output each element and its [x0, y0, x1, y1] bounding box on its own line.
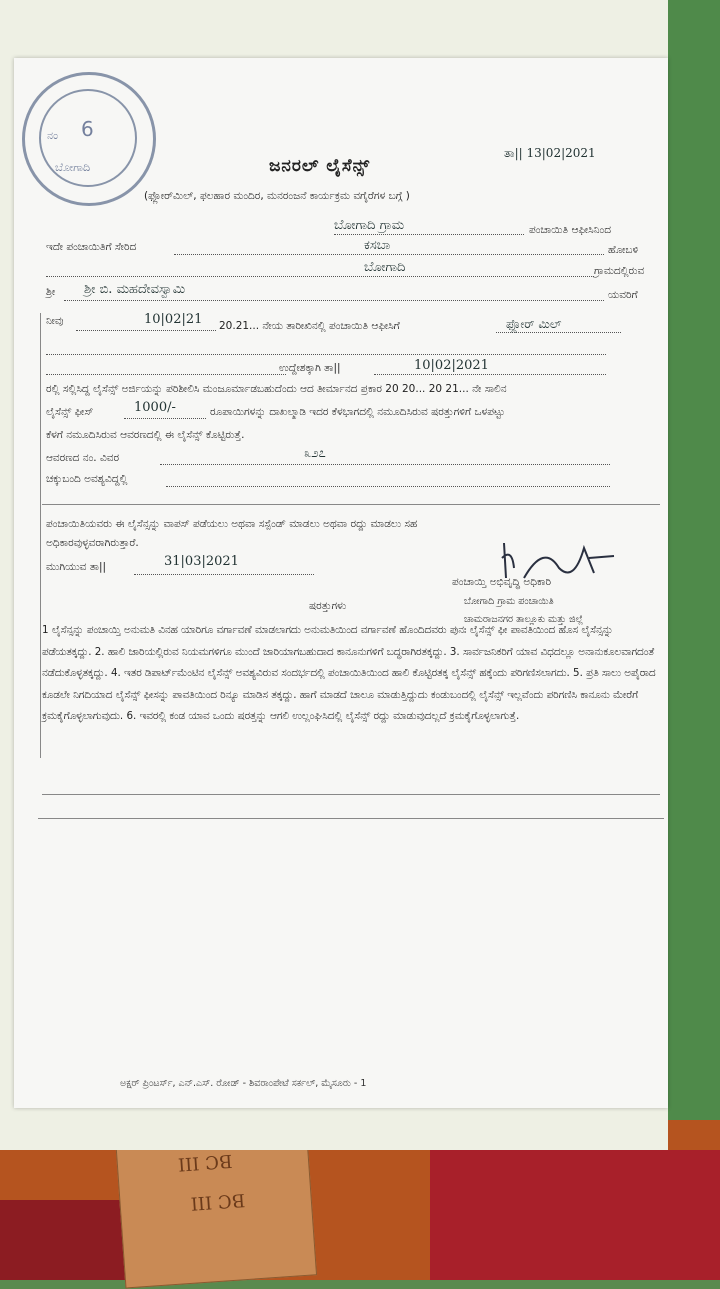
- stamp-place: ಬೋಗಾದಿ: [55, 161, 91, 174]
- license-fee: 1000/-: [134, 400, 176, 415]
- row8-label: ಲೈಸೆನ್ಸ್ ಫೀಸ್: [46, 406, 94, 418]
- application-date: 10|02|21: [144, 312, 203, 327]
- row3-value: ಬೋಗಾದಿ: [364, 260, 406, 275]
- expiry-label: ಮುಗಿಯುವ ತಾ||: [46, 561, 107, 573]
- stamp-number: 6: [81, 117, 94, 141]
- divider-bottom-2: [38, 818, 664, 819]
- divider-bottom: [42, 794, 660, 795]
- officer-taluk: ಚಾಮರಾಜನಗರ ತಾಲ್ಲೂಕು ಮತ್ತು ಜಿಲ್ಲೆ: [464, 614, 584, 625]
- conditions-heading: ಷರತ್ತುಗಳು: [309, 600, 347, 612]
- row8-dotted-line: [124, 418, 206, 419]
- expiry-dotted-line: [134, 574, 314, 575]
- row10-label: ಆವರಣದ ನಂ. ವಿವರ: [46, 452, 120, 464]
- left-margin-line: [40, 313, 41, 758]
- expiry-date: 31|03|2021: [164, 554, 239, 569]
- row4-label-left: ಶ್ರೀ: [46, 286, 56, 298]
- row1-dotted-line: [334, 234, 524, 235]
- row6-dotted-line-2: [374, 374, 606, 375]
- row1-label: ಪಂಚಾಯಿತಿ ಆಫೀಸಿನಿಂದ: [529, 224, 611, 236]
- purpose-date: 10|02|2021: [414, 358, 489, 373]
- row11-label: ಚಕ್ಕುಬಂದಿ ಅವಶ್ಯವಿದ್ದಲ್ಲಿ: [46, 473, 128, 485]
- row2-label-right: ಹೋಬಳಿ: [608, 244, 639, 256]
- row8-text: ರೂಪಾಯಿಗಳನ್ನು ದಾಖಲ್ಮಾಡಿ ಇದರ ಕೆಳಭಾಗದಲ್ಲಿ ನಮೂದಿಸಿರುವ ಷರತ್ತುಗಳಿಗೆ ಒಳಪಟ್ಟು: [210, 406, 505, 418]
- row6-label: ಉದ್ದೇಶಕ್ಕಾಗಿ ತಾ||: [279, 362, 341, 374]
- row2-label-left: ಇದೇ ಪಂಚಾಯಿತಿಗೆ ಸೇರಿದ: [46, 241, 137, 253]
- printer-footer: ಅಕ್ಷರ್ ಪ್ರಿಂಟರ್ಸ್, ಎನ್.ಎಸ್. ರೋಡ್ - ಶಿವರಾಂಪೇಟೆ ಸರ್ಕಲ್, ಮೈಸೂರು - 1: [120, 1078, 367, 1089]
- officer-designation: ಪಂಚಾಯ್ತಿ ಅಭಿವೃದ್ಧಿ ಅಧಿಕಾರಿ: [452, 576, 552, 588]
- row1-value: ಬೋಗಾದಿ ಗ್ರಾಮ: [334, 218, 405, 233]
- row11-dotted-line: [166, 486, 610, 487]
- row5-label-left: ನೀವು: [46, 315, 64, 327]
- row6-dotted-line: [46, 374, 286, 375]
- panchayat-stamp: [22, 72, 156, 206]
- license-document: [14, 58, 668, 1108]
- row4-dotted-line: [64, 300, 604, 301]
- row3-dotted-line: [46, 276, 594, 277]
- row2-dotted-line: [174, 254, 604, 255]
- license-subtitle: (ಫ್ಲೋರ್‌ಮಿಲ್, ಫಲಹಾರ ಮಂದಿರ, ಮನರಂಜನೆ ಕಾರ್ಯಕ್ರಮ ವಗೈರೆಗಳ ಬಗ್ಗೆ ): [144, 190, 410, 202]
- officer-panchayat: ಬೋಗಾದಿ ಗ್ರಾಮ ಪಂಚಾಯಿತಿ: [464, 596, 554, 607]
- premises-number: ೩೨೭: [304, 446, 326, 461]
- row5-dotted-line-2: [496, 332, 621, 333]
- conditions-text: 1 ಲೈಸೆನ್ಸನ್ನು ಪಂಚಾಯ್ತಿ ಅನುಮತಿ ವಿನಹ ಯಾರಿಗೂ ವರ್ಗಾವಣೆ ಮಾಡಲಾಗದು ಅನುಮತಿಯಿಂದ ವರ್ಗಾವಣೆ ಹೊಂದಿದವರು ಪುನಃ ಲೈಸೆನ್ಸ್ ಫೀ ಪಾವತಿಯಿಂದ ಹೊಸ ಲೈಸೆನ್ಸನ್ನು ಪಡೆಯತಕ್ಕದ್ದು. 2. ಹಾಲಿ ಜಾರಿಯಲ್ಲಿರುವ ನಿಯಮಗಳಿಗೂ ಮುಂದೆ ಜಾರಿಯಾಗಬಹುದಾದ ಕಾನೂನುಗಳಿಗೆ ಬದ್ಧರಾಗಿರತಕ್ಕದ್ದು. 3. ಸಾರ್ವಜನಿಕರಿಗೆ ಯಾವ ವಿಧದಲ್ಲೂ ಅನಾನುಕೂಲವಾಗದಂತೆ ನಡೆದುಕೊಳ್ಳತಕ್ಕದ್ದು. 4. ಇತರ ಡಿಪಾರ್ಟ್‌ಮೆಂಟಿನ ಲೈಸೆನ್ಸ್ ಅವಶ್ಯವಿರುವ ಸಂದರ್ಭದಲ್ಲಿ ಪಂಚಾಯಿತಿಯಿಂದ ಹಾಲಿ ಕೊಟ್ಟಿರತಕ್ಕ ಲೈಸೆನ್ಸ್ ಹಕ್ಕೆಂದು ಪರಿಗಣಿಸಲಾಗದು. 5. ಪ್ರತಿ ಸಾಲು ಅಪೈರಾದ ಕೂಡಲೇ ನಿಗದಿಯಾದ ಲೈಸೆನ್ಸ್ ಫೀಸನ್ನು ಪಾವತಿಯಿಂದ ರಿನ್ಯೂ ಮಾಡಿಸ ತಕ್ಕದ್ದು. ಹಾಗೆ ಮಾಡದೆ ಚಾಲೂ ಮಾಡುತ್ತಿದ್ದುದು ಕಂಡುಬಂದಲ್ಲಿ ಲೈಸೆನ್ಸ್ ಇಲ್ಲವೆಂದು ಪರಿಗಣಿಸಿ ಕಾನೂನು ಮೇರೆಗೆ ಕ್ರಮಕೈಗೊಳ್ಳಲಾಗುವುದು. 6. ಇವರಲ್ಲಿ ಕಂಡ ಯಾವ ಒಂದು ಷರತ್ತನ್ನು ಆಗಲಿ ಉಲ್ಲಂಘಿಸಿದಲ್ಲಿ ಲೈಸೆನ್ಸ್ ರದ್ದು ಮಾಡುವುದಲ್ಲದೆ ಕ್ರಮಕೈಗೊಳ್ಳಲಾಗುತ್ತೆ.: [42, 624, 656, 723]
- stamp-number-label: ನಂ: [47, 129, 58, 142]
- row6-dotted-line-upper: [46, 354, 606, 355]
- divider-top: [42, 504, 660, 505]
- row5-dotted-line-1: [76, 330, 216, 331]
- authority-text-line2: ಅಧಿಕಾರವುಳ್ಳವರಾಗಿರುತ್ತಾರೆ.: [46, 537, 139, 549]
- authority-text-line1: ಪಂಚಾಯಿತಿಯವರು ಈ ಲೈಸೆನ್ಸನ್ನು ವಾಪಸ್ ಪಡೆಯಲು ಅಥವಾ ಸಸ್ಪೆಂಡ್ ಮಾಡಲು ಅಥವಾ ರದ್ದು ಮಾಡಲು ಸಹ: [46, 518, 418, 530]
- row5-text: 20.21... ನೇಯ ತಾರೀಖಿನಲ್ಲಿ ಪಂಚಾಯಿತಿ ಆಫೀಸಿಗೆ: [219, 320, 400, 332]
- card-text-1: BC III: [177, 1149, 233, 1175]
- row7-text: ರಲ್ಲಿ ಸಲ್ಲಿಸಿದ್ದ ಲೈಸೆನ್ಸ್ ಅರ್ಜಿಯನ್ನು ಪರಿಶೀಲಿಸಿ ಮಂಜೂರ್ಮಾಡಬಹುದೆಂದು ಆದ ತೀರ್ಮಾನದ ಪ್ರಕಾರ 20 20... 20 21... ನೇ ಸಾಲಿನ: [46, 383, 507, 395]
- license-date: ತಾ|| 13|02|2021: [504, 146, 596, 160]
- red-cloth: [430, 1150, 720, 1280]
- row10-dotted-line: [160, 464, 610, 465]
- row2-value: ಕಸಬಾ: [364, 238, 391, 253]
- row4-label-right: ಯವರಿಗೆ: [608, 289, 638, 301]
- row9-text: ಕೆಳಗೆ ನಮೂದಿಸಿರುವ ಆವರಣದಲ್ಲಿ ಈ ಲೈಸೆನ್ಸ್ ಕೊಟ್ಟಿರುತ್ತೆ.: [46, 429, 245, 441]
- card-text-2: BC III: [190, 1188, 246, 1214]
- applicant-name: ಶ್ರೀ ಬಿ. ಮಹದೇವಸ್ವಾಮಿ: [84, 282, 186, 297]
- row3-label: ಗ್ರಾಮದಲ್ಲಿರುವ: [594, 265, 645, 277]
- license-title: ಜನರಲ್ ಲೈಸೆನ್ಸ್: [269, 156, 371, 176]
- purpose-value: ಫ್ಲೋರ್ ಮಿಲ್: [506, 317, 562, 331]
